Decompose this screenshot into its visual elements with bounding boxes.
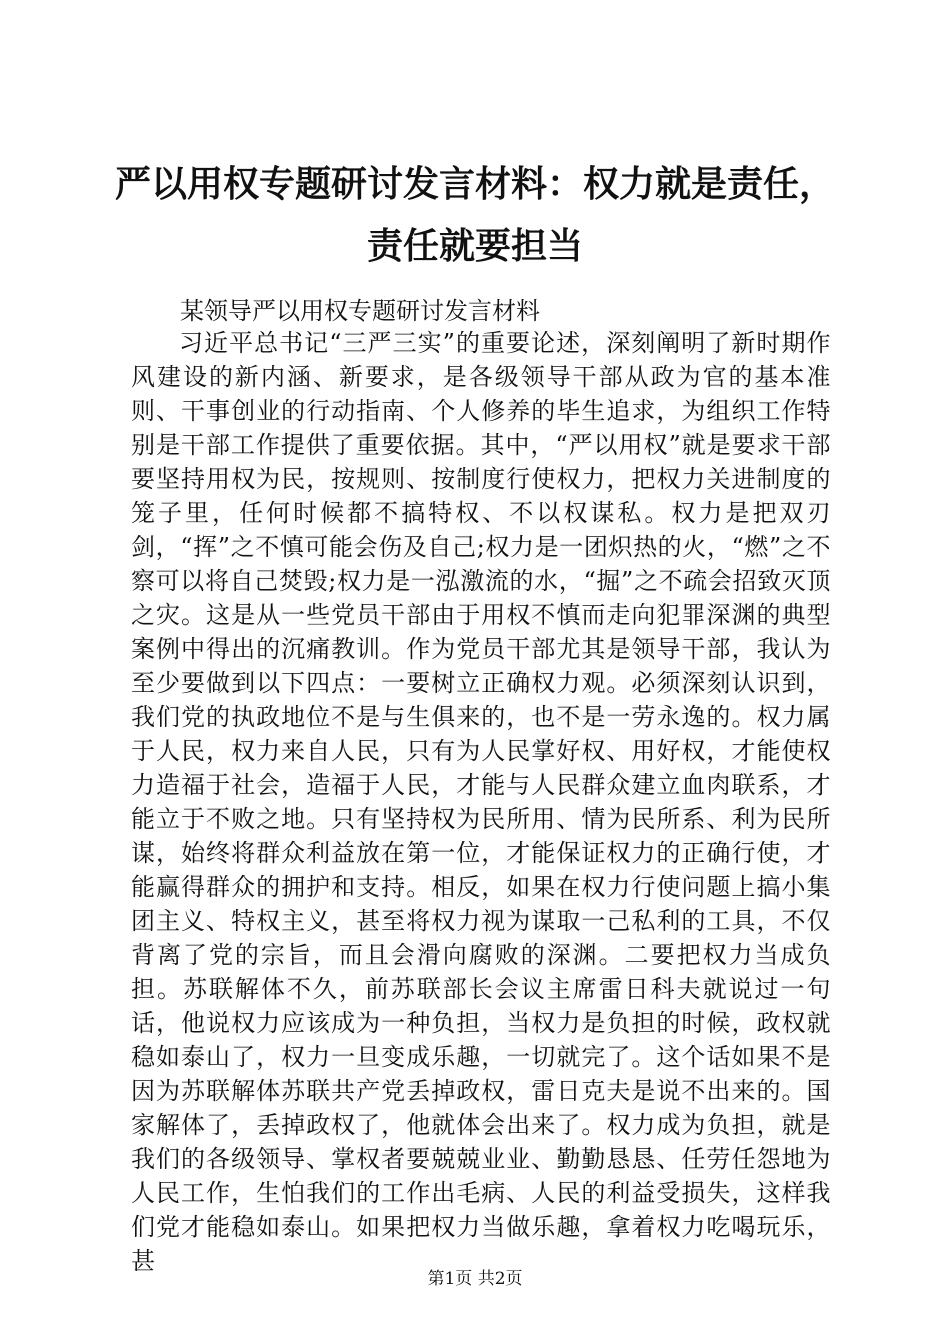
- document-title-line-2: 责任就要担当: [366, 226, 583, 267]
- document-subtitle: 某领导严以用权专题研讨发言材料: [180, 297, 540, 325]
- document-body-paragraph: 习近平总书记“三严三实”的重要论述，深刻阐明了新时期作风建设的新内涵、新要求，是各级领导干部从政为官的基本准则、干事创业的行动指南、个人修养的毕生追求，为组织工作特别是干部工作提供了重要依据。其中，“严以用权”就是要求干部要坚持用权为民，按规则、按制度行使权力，把权力关进制度的笼子里，任何时候都不搞特权、不以权谋私。权力是把双刃剑，“挥”之不慎可能会伤及自己;权力是一团炽热的火，“燃”之不察可以将自己焚毁;权力是一泓激流的水，“掘”之不疏会招致灭顶之灾。这是从一些党员干部由于用权不慎而走向犯罪深渊的典型案例中得出的沉痛教训。作为党员干部尤其是领导干部，我认为至少要做到以下四点：一要树立正确权力观。必须深刻认识到，我们党的执政地位不是与生俱来的，也不是一劳永逸的。权力属于人民，权力来自人民，只有为人民掌好权、用好权，才能使权力造福于社会，造福于人民，才能与人民群众建立血肉联系，才能立于不败之地。只有坚持权为民所用、情为民所系、利为民所谋，始终将群众利益放在第一位，才能保证权力的正确行使，才能赢得群众的拥护和支持。相反，如果在权力行使问题上搞小集团主义、特权主义，甚至将权力视为谋取一己私利的工具，不仅背离了党的宗旨，而且会滑向腐败的深渊。二要把权力当成负担。苏联解体不久，前苏联部长会议主席雷日科夫就说过一句话，他说权力应该成为一种负担，当权力是负担的时候，政权就稳如泰山了，权力一旦变成乐趣，一切就完了。这个话如果不是因为苏联解体苏联共产党丢掉政权，雷日克夫是说不出来的。国家解体了，丢掉政权了，他就体会出来了。权力成为负担，就是我们的各级领导、掌权者要兢兢业业、勤勤恳恳、任劳任怨地为人民工作，生怕我们的工作出毛病、人民的利益受损失，这样我们党才能稳如泰山。如果把权力当做乐趣，拿着权力吃喝玩乐，甚: [131, 329, 831, 1275]
- page-number-footer: 第1页 共2页: [427, 1269, 523, 1289]
- document-title-line-1: 严以用权专题研讨发言材料：权力就是责任，: [114, 164, 835, 205]
